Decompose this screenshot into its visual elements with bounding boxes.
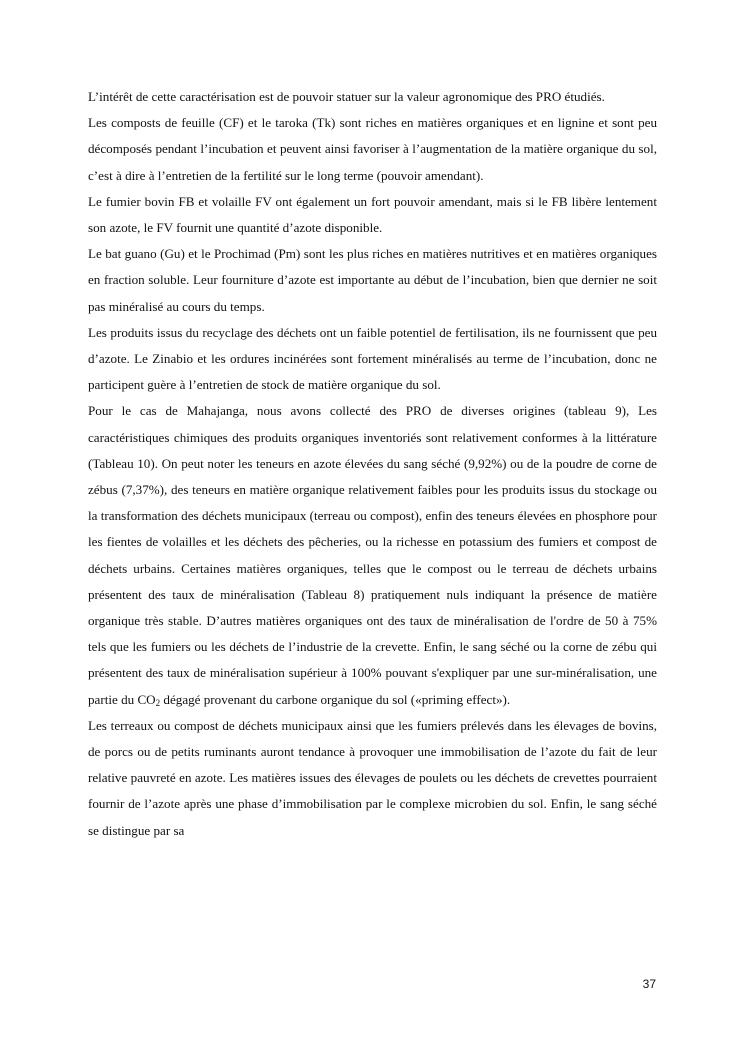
paragraph-fumier: Le fumier bovin FB et volaille FV ont également un fort pouvoir amendant, mais si le FB libère lentement son azote, le FV fournit une quantité d’azote disponible. [88, 193, 657, 236]
document-body [88, 84, 657, 844]
mahajanga-text-start: Pour le cas de Mahajanga, nous avons collecté des PRO de diverses origines (tableau 9), Les caractéristiques chimiques des produits organiques inventoriés sont relativement conformes à la littérature (Tableau 10). On peut noter les teneurs en azote élevées du sang séché (9,92%) ou de la poudre de corne de zébus (7,37%), des teneurs en matière organique relativement faibles pour les produits issus du stockage ou la transformation des déchets municipaux (terreau ou compost), enfin des teneurs élevées en phosphore pour les fientes de volailles et les déchets des pêcheries, ou la richesse en potassium des fumiers et compost de déchets urbains. Certaines matières organiques, telles que le compost ou le terreau de déchets urbains présentent des taux de minéralisation (Tableau 8) pratiquement nuls indiquant la présence de matière organique très stable. D’autres matières organiques ont des taux de minéralisation de l'ordre de 50 à 75% tels que les fumiers ou les déchets de l’industrie de la crevette. Enfin, le sang séché ou la corne de zébu qui présentent des taux de minéralisation supérieur à 100% pouvant s'expliquer par une sur-minéralisation, une partie du CO [88, 403, 657, 707]
page-number: 37 [642, 977, 656, 991]
co2-subscript: 2 [155, 697, 161, 708]
mahajanga-text-end: dégagé provenant du carbone organique du sol («priming effect»). [160, 691, 511, 707]
paragraph-mahajanga [88, 398, 657, 712]
paragraph-guano: Le bat guano (Gu) et le Prochimad (Pm) sont les plus riches en matières nutritives et en matières organiques en fraction soluble. Leur fourniture d’azote est importante au début de l’incubation, bien que dernier ne soit pas minéralisé au cours du temps. [88, 246, 657, 314]
paragraph-intro: L’intérêt de cette caractérisation est de pouvoir statuer sur la valeur agronomique des PRO étudiés. [88, 89, 605, 104]
paragraph-terreaux: Les terreaux ou compost de déchets municipaux ainsi que les fumiers prélevés dans les élevages de bovins, de porcs ou de petits ruminants auront tendance à provoquer une immobilisation de l’azote du fait de leur relative pauvreté en azote. Les matières issues des élevages de poulets ou les déchets de crevettes pourraient fournir de l’azote après une phase d’immobilisation par le complexe microbien du sol. Enfin, le sang séché se distingue par sa [88, 717, 657, 838]
paragraph-composts: Les composts de feuille (CF) et le taroka (Tk) sont riches en matières organiques et en lignine et sont peu décomposés pendant l’incubation et peuvent ainsi favoriser à l’augmentation de la matière organique du sol, c’est à dire à l’entretien de la fertilité sur le long terme (pouvoir amendant). [88, 115, 657, 183]
paragraph-recyclage: Les produits issus du recyclage des déchets ont un faible potentiel de fertilisation, ils ne fournissent que peu d’azote. Le Zinabio et les ordures incinérées sont fortement minéralisés au terme de l’incubation, donc ne participent guère à l’entretien de stock de matière organique du sol. [88, 324, 657, 393]
